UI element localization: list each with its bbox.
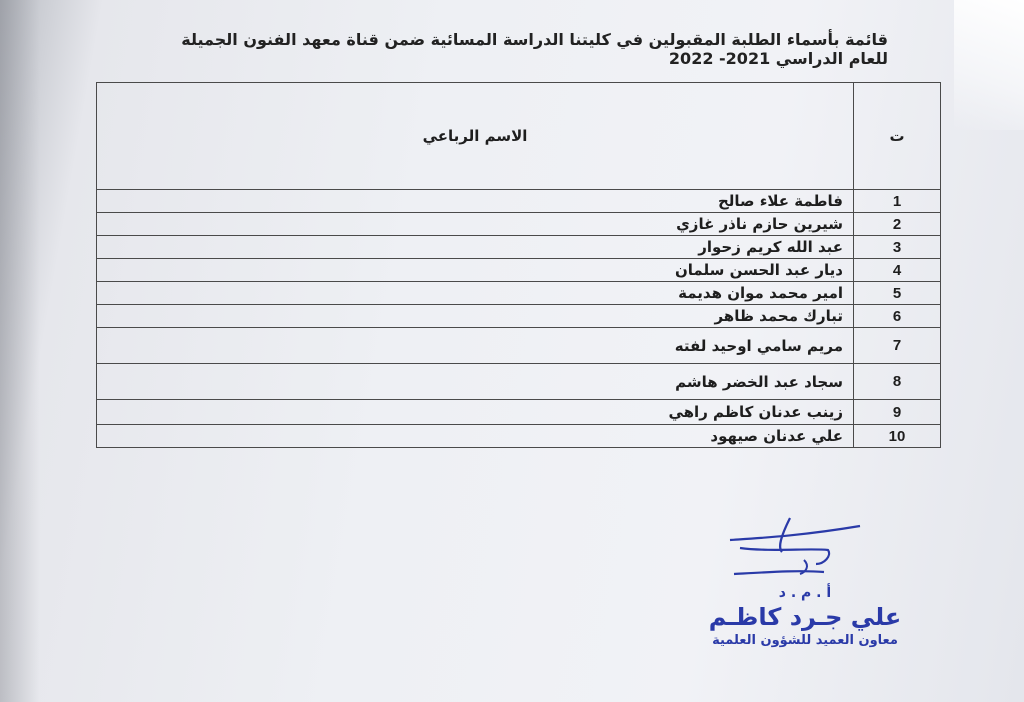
header-number: ت <box>854 83 941 190</box>
row-number: 3 <box>854 236 941 259</box>
row-name: مريم سامي اوحيد لفته <box>97 328 854 364</box>
row-name: امير محمد موان هديمة <box>97 282 854 305</box>
row-name: علي عدنان صيهود <box>97 425 854 448</box>
row-name: فاطمة علاء صالح <box>97 190 854 213</box>
table-row <box>97 282 941 305</box>
table-row <box>97 400 941 425</box>
row-number: 1 <box>854 190 941 213</box>
row-number: 2 <box>854 213 941 236</box>
table-row <box>97 328 941 364</box>
signature <box>720 508 870 588</box>
table-row <box>97 190 941 213</box>
table-row <box>97 305 941 328</box>
paper-shadow <box>0 0 40 702</box>
row-number: 8 <box>854 364 941 400</box>
row-number: 9 <box>854 400 941 425</box>
row-number: 7 <box>854 328 941 364</box>
row-name: تبارك محمد ظاهر <box>97 305 854 328</box>
row-name: زينب عدنان كاظم راهي <box>97 400 854 425</box>
stamp-rank: أ . م . د <box>778 585 832 601</box>
stamp-position: معاون العميد للشؤون العلمية <box>712 633 898 648</box>
table-row <box>97 364 941 400</box>
row-name: عبد الله كريم زحوار <box>97 236 854 259</box>
table-row <box>97 213 941 236</box>
table-row <box>97 236 941 259</box>
paper-fold <box>954 0 1024 130</box>
row-number: 10 <box>854 425 941 448</box>
table-header-row <box>97 83 941 190</box>
row-number: 4 <box>854 259 941 282</box>
stamp-name: علي جـرد كاظـم <box>708 603 902 631</box>
row-name: شيرين حازم ناذر غازي <box>97 213 854 236</box>
row-name: ديار عبد الحسن سلمان <box>97 259 854 282</box>
row-number: 6 <box>854 305 941 328</box>
table-body <box>97 190 941 448</box>
table-row <box>97 425 941 448</box>
students-table <box>96 82 941 448</box>
row-number: 5 <box>854 282 941 305</box>
document-title: قائمة بأسماء الطلبة المقبولين في كليتنا الدراسة المسائية ضمن قناة معهد الفنون الجميلة للعام الدراسي 2021- 2022 <box>181 30 888 68</box>
official-stamp <box>700 585 910 648</box>
table-row <box>97 259 941 282</box>
header-name: الاسم الرباعي <box>97 83 854 190</box>
row-name: سجاد عبد الخضر هاشم <box>97 364 854 400</box>
